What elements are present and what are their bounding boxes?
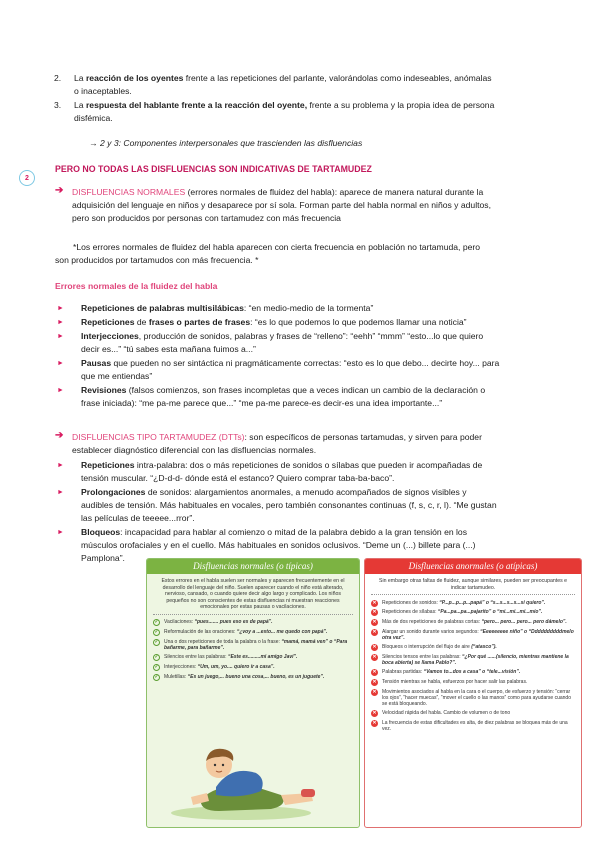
infographic-item-text: Reformulación de las oraciones: “¿voy a ...esto... me quedo con papá”. bbox=[164, 629, 328, 636]
cross-circle-icon: ✕ bbox=[372, 628, 377, 635]
infographic-item bbox=[365, 643, 581, 653]
note: → 2 y 3: Componentes interpersonales que trascienden las disfluencias bbox=[89, 138, 363, 148]
list-item: ► Pausas que pueden no ser sintáctica ni pragmáticamente correctas: “esto es lo que debo... decirte hoy... para que me entiendas” bbox=[57, 358, 500, 381]
section-title: PERO NO TODAS LAS DISFLUENCIAS SON INDICATIVAS DE TARTAMUDEZ bbox=[55, 164, 372, 174]
normales-panel-title: Disfluencias normales (o típicas) bbox=[147, 559, 359, 574]
triangle-bullet-icon: ► bbox=[57, 489, 64, 496]
infographic-item-text: Tensión mientras se habla, esfuerzos por hacer salir las palabras. bbox=[382, 678, 528, 685]
dtt-list bbox=[55, 459, 565, 566]
arrow-icon: ➔ bbox=[55, 185, 64, 196]
infographic-item-text: Más de dos repeticiones de palabras cortas: “pero... pero... pero... pero dámelo”. bbox=[382, 619, 567, 626]
list-item: ► Bloqueos: incapacidad para hablar al comienzo o mitad de la palabra debido a la gran tensión en los músculos orofaciales y en el cuello. Más habituales en sonidos oclusivos. “Deme un (...) billete para (...) Pamplona”. bbox=[57, 527, 476, 563]
list-item: ► Interjecciones, producción de sonidos, palabras y frases de “relleno”: “eehh” “mmm” “esto...lo que quiero decir es...” “tú sabes esta mañana fuimos a...” bbox=[57, 331, 484, 354]
comparison-infographic bbox=[146, 558, 582, 828]
normales-panel-intro: Estos errores en el habla suelen ser normales y aparecen frecuentemente en el desarrollo del lenguaje del niño. Suelen aparecer cuando el niño está alterado, nervioso, cansado, o cuando quiere decir algo largo y complicado. Los niños pequeños no son conscientes de estas disfluencias ni muestran reacciones emocionales por estas pausas o vacilaciones. bbox=[161, 578, 345, 611]
list-item: ► Prolongaciones de sonidos: alargamientos anormales, a menudo acompañados de signos visibles y audibles de tensión. Más habituales en vocales, pero también consonantes continuas (f, s, c, r, l). “Me gustan las películas de teeeee...rror”. bbox=[57, 487, 497, 523]
infographic-item-text: Interjecciones: “Um, um, yo.... quiero ir a casa”. bbox=[164, 663, 275, 670]
arrow-icon: ➔ bbox=[55, 430, 64, 441]
cross-circle-icon: ✕ bbox=[372, 669, 377, 676]
triangle-bullet-icon: ► bbox=[57, 387, 64, 394]
infographic-item bbox=[147, 672, 359, 682]
infographic-item bbox=[365, 677, 581, 687]
triangle-bullet-icon: ► bbox=[57, 319, 64, 326]
normales-panel bbox=[146, 558, 360, 828]
check-circle-icon: ✓ bbox=[154, 619, 159, 626]
section-number-badge: 2 bbox=[19, 170, 35, 186]
normales-items bbox=[147, 615, 359, 682]
triangle-bullet-icon: ► bbox=[57, 333, 64, 340]
cross-circle-icon: ✕ bbox=[372, 688, 377, 695]
infographic-item-text: Silencios tensos entre las palabras: “¿Por qué ......(silencio, mientras mantiene la boca abierta) se llama Pablo?”. bbox=[382, 653, 569, 667]
infographic-item-text: Repeticiones de sílabas: “Pa...pa...pa...pajarito” o “mi...mi...mi...mío”. bbox=[382, 609, 543, 616]
cross-circle-icon: ✕ bbox=[372, 678, 377, 685]
check-circle-icon: ✓ bbox=[154, 638, 159, 645]
atipicas-panel bbox=[364, 558, 582, 828]
infographic-item-text: Muletillas: “Es un juego,... bueno una cosa,... bueno, es un juguete”. bbox=[164, 673, 325, 680]
triangle-bullet-icon: ► bbox=[57, 305, 64, 312]
cross-circle-icon: ✕ bbox=[372, 599, 377, 606]
check-circle-icon: ✓ bbox=[154, 663, 159, 670]
list-item: 2. La reacción de los oyentes frente a las repeticiones del parlante, valorándolas como indeseables, anómalas o inaceptables. bbox=[54, 73, 492, 96]
infographic-item-text: Una o dos repeticiones de toda la palabra o la frase: “mamá, mamá ven” o “Para bañarme, para bañarme”. bbox=[164, 638, 348, 652]
infographic-item bbox=[365, 668, 581, 678]
infographic-item-text: Palabras partidas: “Vamos to...dos a casa” o “tele...visión”. bbox=[382, 669, 521, 676]
infographic-item bbox=[365, 687, 581, 708]
cross-circle-icon: ✕ bbox=[372, 609, 377, 616]
normales-paragraph: DISFLUENCIAS NORMALES (errores normales de fluidez del habla): aparece de manera natural durante la adquisición del lenguaje en niños y desaparece por sí sola. Forman parte del habla normal en niños y adultos, pero son producidos por personas con tartamudez con más frecuencia bbox=[72, 187, 491, 223]
dtt-paragraph: DISFLUENCIAS TIPO TARTAMUDEZ (DTTs): son específicos de personas tartamudas, y sirven para poder establecer diagnóstico diferencial con las disfluencias normales. bbox=[72, 432, 482, 455]
infographic-item bbox=[147, 663, 359, 673]
cross-circle-icon: ✕ bbox=[372, 719, 377, 726]
infographic-item bbox=[147, 653, 359, 663]
infographic-item bbox=[365, 709, 581, 719]
cross-circle-icon: ✕ bbox=[372, 710, 377, 717]
list-item: ► Repeticiones de frases o partes de frases: “es lo que podemos lo que podemos llamar una noticia” bbox=[57, 317, 467, 327]
errores-title: Errores normales de la fluidez del habla bbox=[55, 281, 218, 291]
infographic-item-text: La frecuencia de estas dificultades es alta, de diez palabras se bloquea más de una vez. bbox=[382, 719, 568, 733]
check-circle-icon: ✓ bbox=[154, 673, 159, 680]
infographic-item bbox=[147, 638, 359, 653]
cross-circle-icon: ✕ bbox=[372, 619, 377, 626]
cross-circle-icon: ✕ bbox=[372, 653, 377, 660]
cross-circle-icon: ✕ bbox=[372, 644, 377, 651]
infographic-item bbox=[365, 598, 581, 608]
errores-list bbox=[55, 302, 565, 411]
atipicas-panel-intro: Sin embargo otras faltas de fluidez, aunque similares, pueden ser preocupantes e indicar tartamudeo. bbox=[378, 578, 568, 591]
infographic-item bbox=[365, 718, 581, 733]
check-circle-icon: ✓ bbox=[154, 654, 159, 661]
infographic-item bbox=[365, 628, 581, 643]
child-illustration bbox=[161, 735, 331, 821]
list-item: 3. La respuesta del hablante frente a la reacción del oyente, frente a su problema y la propia idea de persona disfémica. bbox=[54, 100, 495, 123]
infographic-item-text: Movimientos asociados al habla en la cara o el cuerpo, de esfuerzo y tensión: “cerrar los ojos”, “hacer muecas”, “mover el cuello o las manos” como para ayudarse cuando se está bloqueando. bbox=[382, 688, 571, 708]
atipicas-items bbox=[365, 595, 581, 733]
check-circle-icon: ✓ bbox=[154, 629, 159, 636]
triangle-bullet-icon: ► bbox=[57, 360, 64, 367]
infographic-item bbox=[365, 618, 581, 628]
list-item: ► Revisiones (falsos comienzos, son frases incompletas que a veces indican un cambio de la declaración o frase iniciada): “me pa-me parece que...” “me pa-me parece-es decir-es una idea importante...” bbox=[57, 385, 486, 408]
infographic-item bbox=[147, 628, 359, 638]
triangle-bullet-icon: ► bbox=[57, 462, 64, 469]
list-item: ► Repeticiones intra-palabra: dos o más repeticiones de sonidos o sílabas que pueden ir acompañadas de tensión muscular. “¿D-d-d- dónde está el estanco? Quiero comprar taba-ba-baco”. bbox=[57, 460, 483, 483]
infographic-item-text: Velocidad rápida del habla. Cambio de volumen o de tono bbox=[382, 710, 511, 717]
infographic-item-text: Vacilaciones: “pues....... pues eso es de papá”. bbox=[164, 619, 273, 626]
infographic-item-text: Alargar un sonido durante varios segundos: “Eeeeeeeee niño” o “Ddddddddddmelo otra vez”. bbox=[382, 628, 574, 642]
numbered-list bbox=[54, 72, 554, 126]
infographic-item bbox=[365, 653, 581, 668]
atipicas-panel-title: Disfluencias anormales (o atípicas) bbox=[365, 559, 581, 574]
triangle-bullet-icon: ► bbox=[57, 529, 64, 536]
infographic-item-text: Bloqueos o interrupción del flujo de aire (“atasco”). bbox=[382, 644, 497, 651]
infographic-item bbox=[147, 618, 359, 628]
quote-paragraph: *Los errores normales de fluidez del habla aparecen con cierta frecuencia en población no tartamuda, pero son producidos por tartamudos con más frecuencia. * bbox=[55, 242, 481, 265]
infographic-item-text: Repeticiones de sonidos: “P...p...p...p...papá” o “s...s...s...s...si quiero”. bbox=[382, 599, 546, 606]
infographic-item-text: Silencios entre las palabras: “Este es.........mi amigo Javi”. bbox=[164, 654, 298, 661]
list-item: ► Repeticiones de palabras multisilábicas: “en medio-medio de la tormenta” bbox=[57, 303, 374, 313]
infographic-item bbox=[365, 608, 581, 618]
